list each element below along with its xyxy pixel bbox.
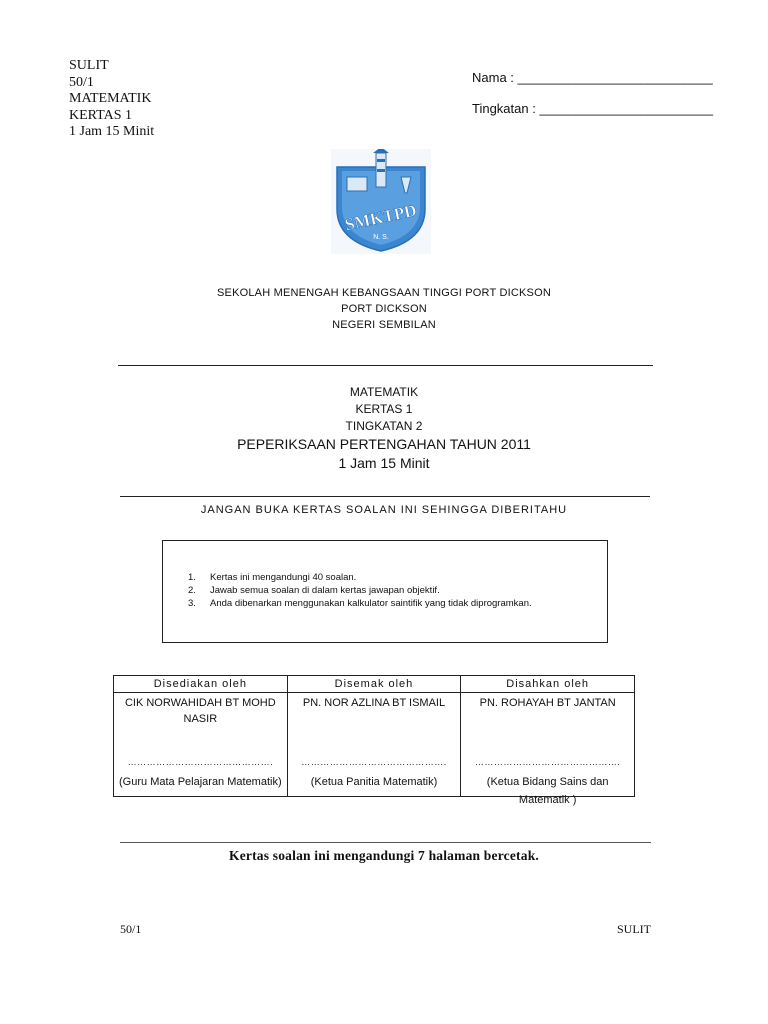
page-count-note: Kertas soalan ini mengandungi 7 halaman bercetak.	[229, 848, 539, 863]
checker-name: PN. NOR AZLINA BT ISMAIL	[302, 697, 446, 709]
logo-subtext: N. S.	[373, 234, 389, 241]
school-crest-icon	[331, 149, 431, 254]
table-header-row	[114, 676, 635, 693]
instruction-item: 3. Anda dibenarkan menggunakan kalkulator saintifik yang tidak diprogramkan.	[188, 598, 532, 609]
signature-line: ……………………………………….	[301, 757, 447, 767]
instruction-item: 2. Jawab semua soalan di dalam kertas jawapan objektif.	[188, 585, 440, 596]
school-logo	[331, 149, 431, 254]
prepared-by-header: Disediakan oleh	[114, 676, 288, 693]
footer-classification: SULIT	[617, 922, 651, 936]
logo-text: SMKTPD	[343, 200, 419, 235]
divider-bottom	[120, 842, 651, 843]
exam-form: TINGKATAN 2	[345, 419, 423, 433]
approved-by-cell	[461, 693, 635, 806]
exam-subject: MATEMATIK	[349, 385, 419, 399]
signature-line: ……………………………………….	[127, 757, 274, 767]
instructions-list	[188, 571, 532, 610]
signature-line: ……………………………………….	[474, 757, 621, 767]
preparer-name: CIK NORWAHIDAH BT MOHD NASIR	[124, 697, 276, 725]
table-row	[114, 693, 635, 797]
exam-title: PEPERIKSAAN PERTENGAHAN TAHUN 2011	[237, 436, 531, 452]
divider-middle	[120, 496, 650, 497]
instructions-box	[162, 540, 608, 643]
classification-label: SULIT	[69, 58, 109, 73]
divider-top	[118, 365, 653, 366]
exam-duration: 1 Jam 15 Minit	[338, 455, 430, 471]
preparer-role: (Guru Mata Pelajaran Matematik)	[119, 776, 282, 788]
school-name: SEKOLAH MENENGAH KEBANGSAAN TINGGI PORT DICKSON	[217, 287, 551, 299]
checker-role: (Ketua Panitia Matematik)	[310, 776, 438, 788]
footer-paper-code: 50/1	[120, 922, 142, 936]
form-field[interactable]: Tingkatan : ________________________	[472, 101, 713, 116]
paper-number: KERTAS 1	[69, 107, 132, 123]
exam-paper: KERTAS 1	[355, 402, 413, 416]
name-field[interactable]: Nama : ___________________________	[472, 70, 713, 85]
checked-by-header: Disemak oleh	[287, 676, 461, 693]
instruction-item: 1. Kertas ini mengandungi 40 soalan.	[188, 572, 357, 583]
school-town: PORT DICKSON	[341, 303, 427, 315]
duration-label: 1 Jam 15 Minit	[69, 124, 155, 139]
subject-label: MATEMATIK	[69, 91, 152, 106]
warning-text: JANGAN BUKA KERTAS SOALAN INI SEHINGGA DIBERITAHU	[200, 504, 568, 516]
approver-name: PN. ROHAYAH BT JANTAN	[479, 697, 616, 709]
signoff-table	[113, 675, 635, 806]
school-state: NEGERI SEMBILAN	[332, 319, 436, 331]
checked-by-cell	[287, 693, 461, 797]
approver-role: (Ketua Bidang Sains dan Matematik )	[486, 776, 609, 806]
exam-info	[0, 384, 768, 473]
paper-header-left	[69, 58, 154, 141]
paper-code: 50/1	[69, 74, 94, 90]
student-fields	[472, 70, 713, 132]
approved-by-header: Disahkan oleh	[461, 676, 635, 693]
prepared-by-cell	[114, 693, 288, 797]
school-info	[0, 285, 768, 333]
